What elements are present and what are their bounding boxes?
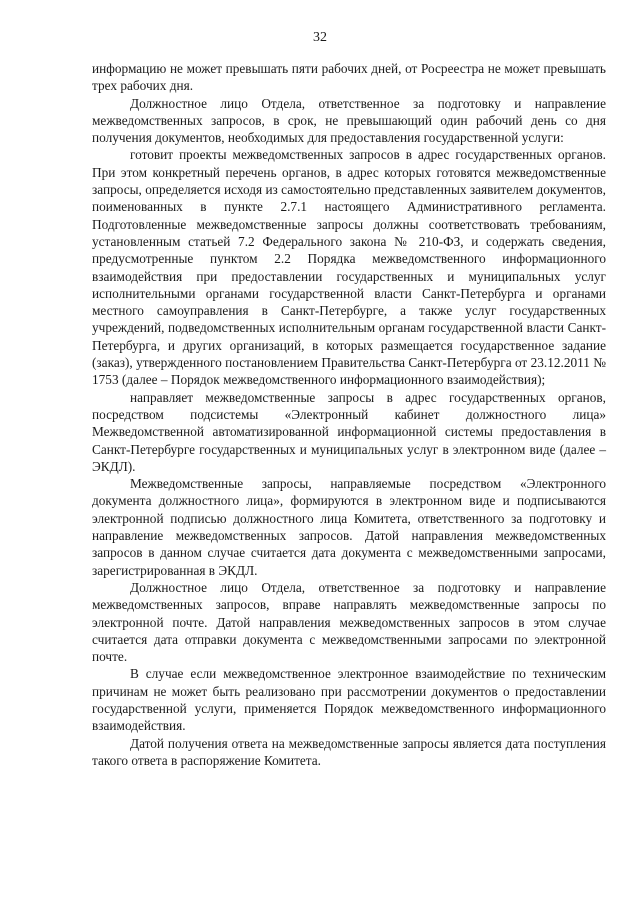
paragraph: В случае если межведомственное электронное взаимодействие по техническим причинам не может быть реализовано при рассмотрении документов о предоставлении государственной услуги, применяется Порядок межведомственного информационного взаимодействия. [92, 666, 606, 734]
paragraph: Должностное лицо Отдела, ответственное за подготовку и направление межведомственных запросов, вправе направлять межведомственные запросы по электронной почте. Датой направления межведомственных запросов в этом случае считается дата отправки документа с межведомственными запросами по электронной почте. [92, 579, 606, 665]
document-body [92, 60, 606, 769]
paragraph: готовит проекты межведомственных запросов в адрес государственных органов. При этом конкретный перечень органов, в адрес которых готовятся межведомственные запросы, определяется исходя из самостоятельно представленных заявителем документов, поименованных в пункте 2.7.1 настоящего Административного регламента. Подготовленные межведомственные запросы должны соответствовать требованиям, установленным статьей 7.2 Федерального закона № 210-ФЗ, и содержать сведения, предусмотренные пунктом 2.2 Порядка межведомственного информационного взаимодействия при предоставлении государственных и муниципальных услуг исполнительными органами государственной власти Санкт-Петербурга и органами местного самоуправления в Санкт-Петербурге, а также услуг государственных учреждений, подведомственных исполнительным органам государственной власти Санкт-Петербурга, и других организаций, в которых размещается государственное задание (заказ), утвержденного постановлением Правительства Санкт-Петербурга от 23.12.2011 № 1753 (далее – Порядок межведомственного информационного взаимодействия); [92, 147, 606, 388]
paragraph: направляет межведомственные запросы в адрес государственных органов, посредством подсистемы «Электронный кабинет должностного лица» Межведомственной автоматизированной информационной системы предоставления в Санкт-Петербурге государственных и муниципальных услуг в электронном виде (далее – ЭКДЛ). [92, 389, 606, 474]
page-number: 32 [313, 30, 327, 45]
paragraph: Межведомственные запросы, направляемые посредством «Электронного документа должностного лица», формируются в электронном виде и подписываются электронной подписью должностного лица Комитета, ответственного за подготовку и направление межведомственных запросов. Датой направления межведомственных запросов в данном случае считается дата документа с межведомственными запросами, зарегистрированная в ЭКДЛ. [92, 476, 606, 578]
paragraph: информацию не может превышать пяти рабочих дней, от Росреестра не может превышать трех рабочих дня. [92, 61, 606, 94]
paragraph: Должностное лицо Отдела, ответственное за подготовку и направление межведомственных запросов, в срок, не превышающий один рабочий день со дня получения документов, необходимых для предоставления государственной услуги: [92, 95, 606, 146]
paragraph: Датой получения ответа на межведомственные запросы является дата поступления такого ответа в распоряжение Комитета. [92, 735, 606, 768]
